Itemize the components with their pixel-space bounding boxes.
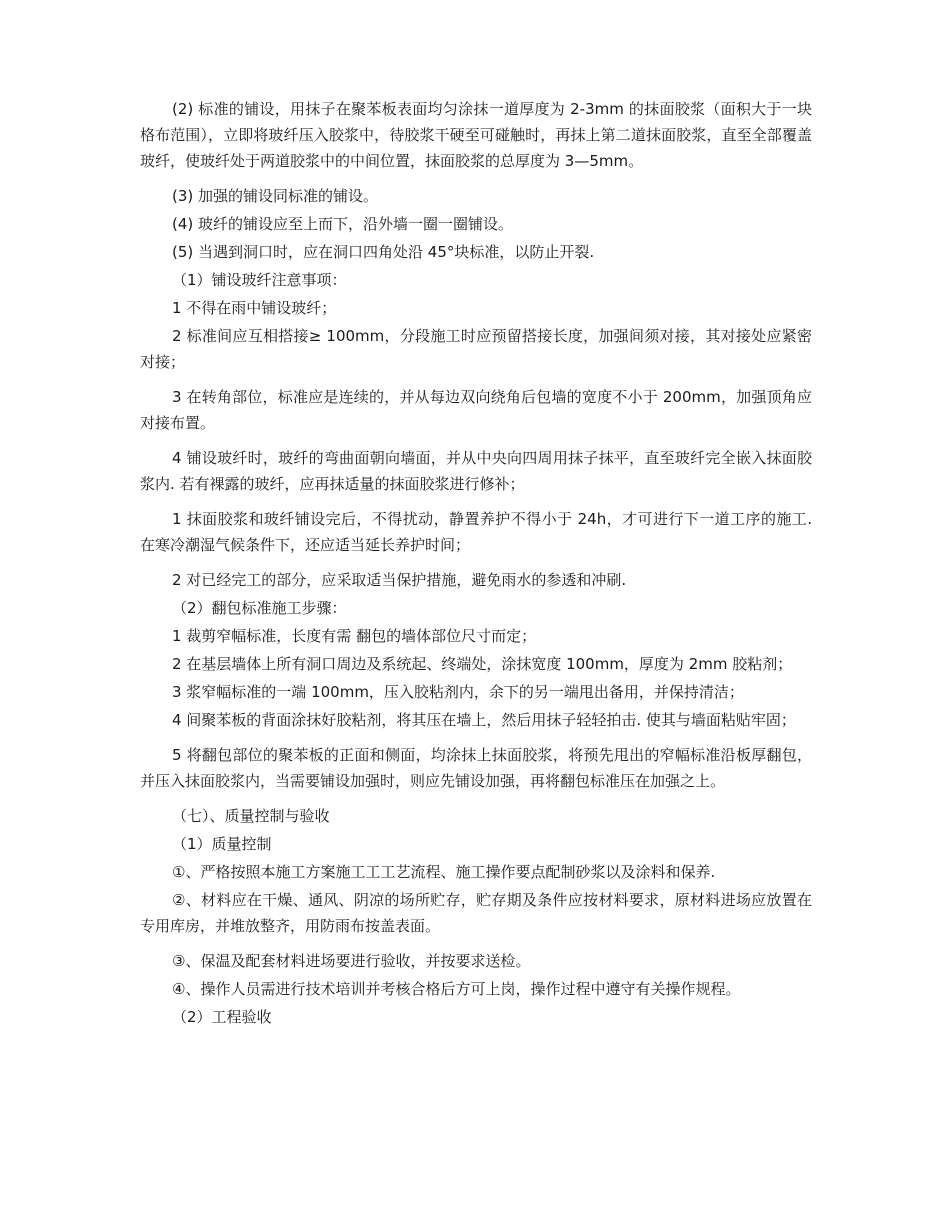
list-item-quality-1: ①、严格按照本施工方案施工工工艺流程、施工操作要点配制砂浆以及涂料和保养. (172, 863, 716, 881)
section-heading-quality: （七）、质量控制与验收 (172, 807, 330, 825)
subheading-mesh-notes: （1）铺设玻纤注意事项： (172, 271, 347, 289)
list-item-cut-strip: 1 裁剪窄幅标准，长度有需 翻包的墙体部位尺寸而定； (172, 627, 537, 645)
list-item-quality-2: ②、材料应在干燥、通风、阴凉的场所贮存，贮存期及条件应按材料要求，原材料进场应放置在专用库房，并堆放整齐，用防雨布按盖表面。 (140, 891, 812, 935)
list-item-quality-3: ③、保温及配套材料进场要进行验收，并按要求送检。 (172, 952, 531, 970)
list-item-wrap-board: 5 将翻包部位的聚苯板的正面和侧面，均涂抹上抹面胶浆，将预先甩出的窄幅标准沿板厚翻包，并压入抹面胶浆内，当需要铺设加强时，则应先铺设加强，再将翻包标准压在加强之上。 (140, 746, 812, 790)
subheading-acceptance: （2）工程验收 (172, 1008, 272, 1026)
list-item-press-strip: 3 浆窄幅标准的一端 100mm，压入胶粘剂内，余下的另一端甩出备用，并保持清洁； (172, 683, 744, 701)
subheading-quality-control: （1）质量控制 (172, 835, 272, 853)
paragraph-reinforced-laying: (3) 加强的铺设同标准的铺设。 (172, 187, 379, 205)
list-item-corner: 3 在转角部位，标准应是连续的，并从每边双向绕角后包墙的宽度不小于 200mm，加强顶角应对接布置。 (140, 388, 812, 432)
paragraph-top-down-laying: (4) 玻纤的铺设应至上而下，沿外墙一圈一圈铺设。 (172, 215, 514, 233)
list-item-curved-face: 4 铺设玻纤时，玻纤的弯曲面朝向墙面，并从中央向四周用抹子抹平，直至玻纤完全嵌入抹面胶浆内. 若有裸露的玻纤，应再抹适量的抹面胶浆进行修补； (140, 449, 812, 493)
paragraph-mesh-standard-laying: (2) 标准的铺设，用抹子在聚苯板表面均匀涂抹一道厚度为 2-3mm 的抹面胶浆（面积大于一块格布范围），立即将玻纤压入胶浆中，待胶浆干硬至可碰触时，再抹上第二道抹面胶浆，直至全部覆盖玻纤，使玻纤处于两道胶浆中的中间位置，抹面胶浆的总厚度为 3—5mm。 (140, 100, 812, 170)
list-item-adhesive-openings: 2 在基层墙体上所有洞口周边及系统起、终端处，涂抹宽度 100mm，厚度为 2mm 胶粘剂； (172, 655, 793, 673)
list-item-no-rain: 1 不得在雨中铺设玻纤； (172, 299, 337, 317)
paragraph-opening-corners: (5) 当遇到洞口时，应在洞口四角处沿 45°块标准，以防止开裂. (172, 243, 595, 261)
list-item-quality-4: ④、操作人员需进行技术培训并考核合格后方可上岗，操作过程中遵守有关操作规程。 (172, 980, 741, 998)
list-item-board-back: 4 间聚苯板的背面涂抹好胶粘剂，将其压在墙上，然后用抹子轻轻拍击. 使其与墙面粘贴牢固； (172, 711, 796, 729)
list-item-curing: 1 抹面胶浆和玻纤铺设完后，不得扰动，静置养护不得小于 24h，才可进行下一道工序的施工. 在寒冷潮湿气候条件下，还应适当延长养护时间； (140, 510, 812, 554)
list-item-protection: 2 对已经完工的部分，应采取适当保护措施，避免雨水的参透和冲刷. (172, 571, 627, 589)
document-page (140, 96, 812, 1032)
subheading-wrap-steps: （2）翻包标准施工步骤： (172, 599, 347, 617)
list-item-overlap: 2 标准间应互相搭接≥ 100mm，分段施工时应预留搭接长度，加强间须对接，其对接处应紧密对接； (140, 327, 812, 371)
